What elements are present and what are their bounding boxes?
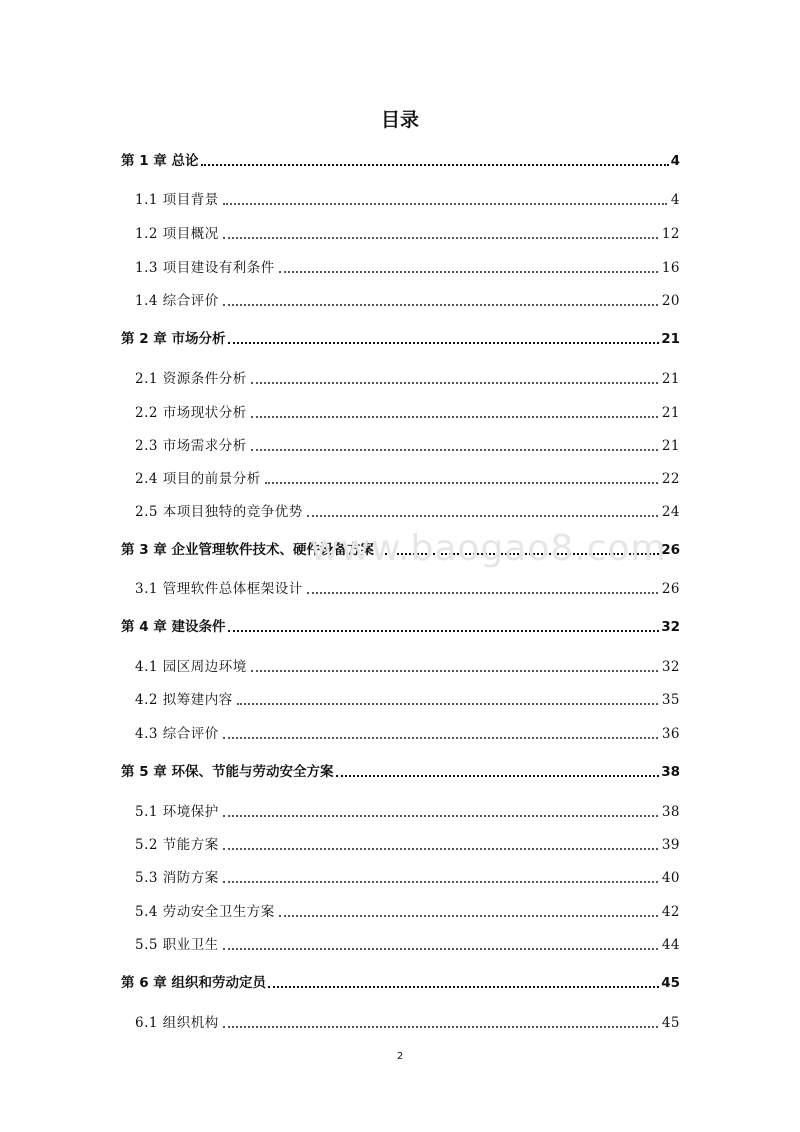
toc-entry-label: 5.4 劳动安全卫生方案 — [135, 904, 275, 920]
toc-entry-label: 2.1 资源条件分析 — [135, 371, 247, 387]
toc-entry-page: 39 — [661, 837, 680, 853]
toc-dot-leader — [268, 984, 659, 988]
toc-section-entry[interactable] — [121, 186, 680, 208]
toc-section-entry[interactable] — [121, 287, 680, 309]
toc-entry-label: 2.2 市场现状分析 — [135, 405, 247, 421]
toc-dot-leader — [228, 340, 660, 344]
toc-chapter-entry[interactable] — [121, 147, 680, 169]
toc-chapter-entry[interactable] — [121, 325, 680, 347]
toc-section-entry[interactable] — [121, 898, 680, 920]
toc-section-entry[interactable] — [121, 254, 680, 276]
toc-entry-page: 21 — [661, 331, 680, 347]
toc-entry-label: 第 4 章 建设条件 — [121, 619, 226, 635]
toc-dot-leader — [228, 628, 660, 632]
toc-section-entry[interactable] — [121, 931, 680, 953]
toc-entry-page: 40 — [661, 870, 680, 886]
toc-entry-page: 24 — [661, 504, 680, 520]
toc-entry-page: 35 — [661, 692, 680, 708]
toc-section-entry[interactable] — [121, 653, 680, 675]
toc-entry-label: 1.4 综合评价 — [135, 293, 219, 309]
toc-entry-label: 1.3 项目建设有利条件 — [135, 260, 275, 276]
toc-entry-label: 2.3 市场需求分析 — [135, 438, 247, 454]
toc-entry-page: 4 — [670, 153, 680, 169]
toc-entry-page: 45 — [661, 975, 680, 991]
toc-dot-leader — [307, 590, 658, 594]
toc-dot-leader — [251, 414, 658, 418]
toc-dot-leader — [223, 302, 658, 306]
toc-entry-label: 4.3 综合评价 — [135, 726, 219, 742]
toc-entry-label: 第 3 章 企业管理软件技术、硬件设备方案 — [121, 542, 374, 558]
toc-entry-page: 38 — [661, 764, 680, 780]
toc-dot-leader — [251, 447, 658, 451]
toc-entry-page: 21 — [661, 405, 680, 421]
toc-entry-page: 21 — [661, 371, 680, 387]
toc-entry-page: 42 — [661, 904, 680, 920]
toc-entry-label: 5.5 职业卫生 — [135, 937, 219, 953]
toc-dot-leader — [223, 946, 658, 950]
toc-entry-page: 26 — [661, 542, 680, 558]
toc-entry-page: 12 — [661, 226, 680, 242]
toc-dot-leader — [307, 513, 658, 517]
toc-section-entry[interactable] — [121, 575, 680, 597]
toc-chapter-entry[interactable] — [121, 969, 680, 991]
page-number: 2 — [396, 1051, 404, 1062]
toc-dot-leader — [336, 773, 660, 777]
toc-section-entry[interactable] — [121, 1009, 680, 1031]
toc-dot-leader — [237, 701, 658, 705]
toc-entry-label: 2.5 本项目独特的竞争优势 — [135, 504, 303, 520]
toc-dot-leader — [251, 668, 658, 672]
toc-entry-page: 38 — [661, 804, 680, 820]
toc-entry-page: 44 — [661, 937, 680, 953]
toc-dot-leader — [279, 913, 658, 917]
toc-entry-page: 22 — [661, 471, 680, 487]
toc-section-entry[interactable] — [121, 498, 680, 520]
watermark: www.baogao8.com — [310, 528, 667, 569]
toc-entry-label: 4.2 拟筹建内容 — [135, 692, 233, 708]
toc-entry-page: 16 — [661, 260, 680, 276]
toc-entry-label: 第 6 章 组织和劳动定员 — [121, 975, 266, 991]
toc-dot-leader — [223, 846, 658, 850]
toc-entry-page: 32 — [661, 619, 680, 635]
toc-entry-page: 36 — [661, 726, 680, 742]
toc-dot-leader — [265, 480, 658, 484]
toc-dot-leader — [223, 201, 667, 205]
toc-dot-leader — [223, 735, 658, 739]
toc-dot-leader — [223, 813, 658, 817]
toc-entry-page: 20 — [661, 293, 680, 309]
toc-entry-page: 45 — [661, 1015, 680, 1031]
toc-dot-leader — [223, 879, 658, 883]
toc-section-entry[interactable] — [121, 831, 680, 853]
toc-entry-page: 26 — [661, 581, 680, 597]
toc-chapter-entry[interactable] — [121, 758, 680, 780]
toc-entry-label: 第 2 章 市场分析 — [121, 331, 226, 347]
toc-section-entry[interactable] — [121, 365, 680, 387]
toc-entry-label: 2.4 项目的前景分析 — [135, 471, 261, 487]
toc-entry-label: 5.3 消防方案 — [135, 870, 219, 886]
toc-entry-label: 5.2 节能方案 — [135, 837, 219, 853]
toc-dot-leader — [279, 269, 658, 273]
toc-section-entry[interactable] — [121, 465, 680, 487]
toc-entry-label: 1.1 项目背景 — [135, 192, 219, 208]
toc-entry-label: 4.1 园区周边环境 — [135, 659, 247, 675]
toc-section-entry[interactable] — [121, 399, 680, 421]
toc-section-entry[interactable] — [121, 864, 680, 886]
toc-entry-label: 5.1 环境保护 — [135, 804, 219, 820]
toc-entry-label: 6.1 组织机构 — [135, 1015, 219, 1031]
toc-section-entry[interactable] — [121, 798, 680, 820]
toc-dot-leader — [251, 380, 658, 384]
page-title: 目录 — [380, 109, 419, 131]
toc-entry-page: 21 — [661, 438, 680, 454]
toc-entry-label: 3.1 管理软件总体框架设计 — [135, 581, 303, 597]
toc-section-entry[interactable] — [121, 686, 680, 708]
toc-dot-leader — [201, 162, 669, 166]
toc-dot-leader — [223, 1024, 658, 1028]
toc-dot-leader — [223, 235, 658, 239]
toc-entry-page: 32 — [661, 659, 680, 675]
toc-entry-page: 4 — [670, 192, 680, 208]
toc-entry-label: 1.2 项目概况 — [135, 226, 219, 242]
toc-section-entry[interactable] — [121, 220, 680, 242]
toc-entry-label: 第 1 章 总论 — [121, 153, 199, 169]
toc-section-entry[interactable] — [121, 720, 680, 742]
toc-section-entry[interactable] — [121, 432, 680, 454]
toc-entry-label: 第 5 章 环保、节能与劳动安全方案 — [121, 764, 334, 780]
toc-chapter-entry[interactable] — [121, 613, 680, 635]
